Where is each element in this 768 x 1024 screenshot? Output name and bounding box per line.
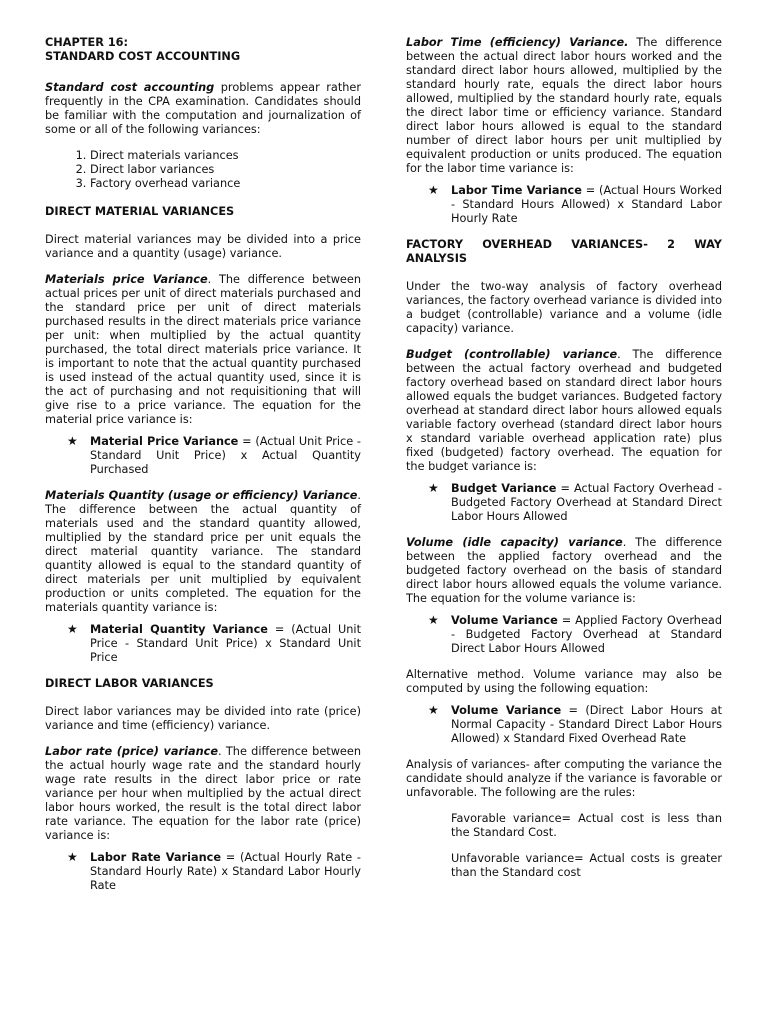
direct-material-intro: Direct material variances may be divided into a price variance and a quantity (usage) variance. [45,233,361,260]
material-price-equation: ★ Material Price Variance = (Actual Unit Price - Standard Unit Price) x Actual Quantity Purchased [67,434,362,476]
section-heading-factory-overhead: FACTORY OVERHEAD VARIANCES- 2 WAY ANALYSIS [406,238,722,265]
budget-variance-term: Budget (controllable) variance [406,348,618,361]
star-icon: ★ [428,613,439,627]
list-item: 1. Direct materials variances [90,149,361,163]
star-icon: ★ [428,703,439,717]
equation-label: Volume Variance [451,704,562,717]
equation-label: Volume Variance [451,614,558,627]
chapter-number: CHAPTER 16: [45,36,129,49]
alternative-volume-equation: ★ Volume Variance = (Direct Labor Hours at Normal Capacity - Standard Direct Labor Hours Allowed) x Standard Fixed Overhead Rate [428,703,723,745]
analysis-paragraph: Analysis of variances- after computing the variance the candidate should analyze if the variance is favorable or unfavorable. The following are the rules: [406,758,722,799]
labor-time-term: Labor Time (efficiency) Variance. [406,36,629,49]
intro-paragraph: Standard cost accounting problems appear rather frequently in the CPA examination. Candidates should be familiar with the computation and journalization of some or all of the following variances: [45,81,362,136]
volume-variance-paragraph: Volume (idle capacity) variance. The difference between the applied factory overhead and the budgeted factory overhead on the basis of standard direct labor hours allowed equals the volume variance. The equation for the volume variance is: [406,536,722,605]
star-icon: ★ [428,481,439,495]
material-quantity-equation: ★ Material Quantity Variance = (Actual Unit Price - Standard Unit Price) x Standard Unit Price [67,622,361,664]
star-icon: ★ [428,183,439,197]
star-icon: ★ [67,434,78,448]
budget-variance-equation: ★ Budget Variance = Actual Factory Overhead - Budgeted Factory Overhead at Standard Direct Labor Hours Allowed [428,481,722,523]
labor-rate-term: Labor rate (price) variance [45,745,219,758]
star-icon: ★ [67,850,78,864]
materials-quantity-paragraph: Materials Quantity (usage or efficiency) Variance. The difference between the actual quantity of materials used and the standard quantity allowed, multiplied by the standard price per unit equals the direct material quantity variance. The standard quantity allowed is equal to the standard quantity of direct materials per unit multiplied by equivalent production or units completed. The equation for the materials quantity variance is: [45,489,361,614]
section-heading-direct-labor: DIRECT LABOR VARIANCES [45,677,214,690]
materials-quantity-term: Materials Quantity (usage or efficiency) Variance [45,489,358,502]
equation-label: Labor Time Variance [451,184,582,197]
list-item: 2. Direct labor variances [90,163,361,177]
intro-term: Standard cost accounting [45,81,215,94]
equation-label: Budget Variance [451,482,557,495]
labor-time-paragraph: Labor Time (efficiency) Variance. The difference between the actual direct labor hours worked and the standard direct labor hours allowed, multiplied by the standard hourly rate, equals the direct labor hours allowed, multiplied by the standard hourly rate, equals the direct labor time or efficiency variance. Standard direct labor hours allowed is equal to the standard number of direct labor hours per unit multiplied by equivalent production or units produced. The equation for the labor time variance is: [406,36,722,175]
chapter-heading [45,36,361,64]
labor-time-equation: ★ Labor Time Variance = (Actual Hours Worked - Standard Hours Allowed) x Standard Labor Hourly Rate [428,183,722,225]
favorable-rule: Favorable variance= Actual cost is less than the Standard Cost. [451,812,722,839]
labor-rate-equation: ★ Labor Rate Variance = (Actual Hourly Rate - Standard Hourly Rate) x Standard Labor Hourly Rate [67,850,361,892]
right-column [406,36,722,892]
equation-label: Material Quantity Variance [90,623,268,636]
materials-price-term: Materials price Variance [45,273,208,286]
labor-rate-paragraph: Labor rate (price) variance. The difference between the actual hourly wage rate and the standard hourly wage rate results in the direct labor price or rate variance per hour when multiplied by the actual direct labor hours worked, the result is the total direct labor rate variance. The equation for the labor rate (price) variance is: [45,745,361,842]
left-column [45,36,361,905]
alternative-method-paragraph: Alternative method. Volume variance may also be computed by using the following equation: [406,668,722,695]
star-icon: ★ [67,622,78,636]
materials-price-paragraph: Materials price Variance. The difference between actual prices per unit of direct materials purchased and the standard price per unit of direct materials purchased results in the direct materials price variance per unit: when multiplied by the actual quantity purchased, the total direct materials price variance. It is important to note that the actual quantity purchased is used instead of the actual quantity used, since it is the act of purchasing and not requisitioning that will give rise to a price variance. The equation for the material price variance is: [45,273,361,426]
volume-variance-equation: ★ Volume Variance = Applied Factory Overhead - Budgeted Factory Overhead at Standard Direct Labor Hours Allowed [428,613,722,655]
unfavorable-rule: Unfavorable variance= Actual costs is greater than the Standard cost [451,852,722,879]
list-item: 3. Factory overhead variance [90,177,361,191]
chapter-title: STANDARD COST ACCOUNTING [45,50,241,63]
variance-list [45,149,361,191]
direct-labor-intro: Direct labor variances may be divided into rate (price) variance and time (efficiency) variance. [45,705,361,732]
budget-variance-paragraph: Budget (controllable) variance. The difference between the actual factory overhead and budgeted factory overhead based on standard direct labor hours allowed equals the budget variances. Budgeted factory overhead at standard direct labor hours allowed equals variable factory overhead (standard direct labor hours x standard variable overhead application rate) plus fixed (budgeted) factory overhead. The equation for the budget variance is: [406,348,722,473]
factory-overhead-intro: Under the two-way analysis of factory overhead variances, the factory overhead variance is divided into a budget (controllable) variance and a volume (idle capacity) variance. [406,280,722,335]
volume-variance-term: Volume (idle capacity) variance [406,536,623,549]
equation-label: Labor Rate Variance [90,851,222,864]
section-heading-direct-material: DIRECT MATERIAL VARIANCES [45,205,235,218]
equation-label: Material Price Variance [90,435,239,448]
